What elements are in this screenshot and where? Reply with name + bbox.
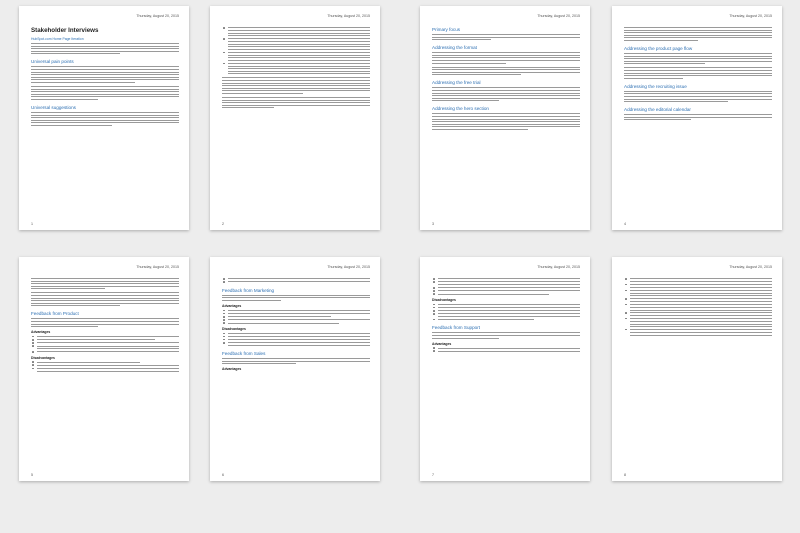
bullet-list bbox=[222, 310, 370, 324]
page-number: 6 bbox=[222, 473, 224, 477]
document-page-5 bbox=[19, 257, 189, 481]
page-date: Thursday, August 20, 2015 bbox=[729, 265, 772, 269]
paragraph bbox=[31, 292, 179, 306]
section-heading: Addressing the free trial bbox=[432, 80, 481, 86]
section-heading: Universal pain points bbox=[31, 59, 74, 65]
bullet-list bbox=[432, 278, 580, 295]
section-heading: Addressing the editorial calendar bbox=[624, 107, 691, 113]
document-page-3 bbox=[420, 6, 590, 230]
page-date: Thursday, August 20, 2015 bbox=[136, 265, 179, 269]
paragraph bbox=[432, 87, 580, 101]
paragraph bbox=[31, 112, 179, 126]
paragraph bbox=[222, 358, 370, 364]
bullet-list bbox=[222, 278, 370, 283]
page-date: Thursday, August 20, 2015 bbox=[537, 265, 580, 269]
paragraph bbox=[31, 86, 179, 100]
section-heading: Primary focus bbox=[432, 27, 461, 32]
paragraph bbox=[624, 27, 772, 41]
paragraph bbox=[222, 77, 370, 94]
section-heading: Feedback from Product bbox=[31, 311, 79, 317]
section-heading: Addressing the hero section bbox=[432, 106, 489, 112]
document-page-2 bbox=[210, 6, 380, 230]
section-heading: Feedback from Support bbox=[432, 325, 481, 331]
document-subtitle: HubSpot.com Home Page Iteration bbox=[31, 37, 84, 41]
page-number: 7 bbox=[432, 473, 434, 477]
paragraph bbox=[31, 66, 179, 83]
paragraph bbox=[31, 43, 179, 54]
bullet-list bbox=[222, 27, 370, 74]
page-number: 2 bbox=[222, 222, 224, 226]
document-page-7 bbox=[420, 257, 590, 481]
paragraph bbox=[624, 91, 772, 102]
section-heading: Addressing the product page flow bbox=[624, 45, 693, 51]
page-number: 4 bbox=[624, 222, 626, 226]
paragraph bbox=[432, 113, 580, 130]
paragraph bbox=[31, 318, 179, 327]
section-heading: Addressing the recruiting issue bbox=[624, 83, 687, 89]
page-date: Thursday, August 20, 2015 bbox=[729, 14, 772, 18]
paragraph bbox=[432, 52, 580, 63]
bullet-list bbox=[222, 333, 370, 347]
bullet-list bbox=[432, 304, 580, 321]
paragraph bbox=[222, 97, 370, 108]
paragraph bbox=[432, 332, 580, 338]
document-page-8 bbox=[612, 257, 782, 481]
page-number: 1 bbox=[31, 222, 33, 226]
list-label: Disadvantages bbox=[222, 326, 246, 331]
page-date: Thursday, August 20, 2015 bbox=[327, 14, 370, 18]
list-label: Advantages bbox=[31, 330, 51, 335]
paragraph bbox=[624, 67, 772, 78]
page-number: 8 bbox=[624, 473, 626, 477]
document-page-4 bbox=[612, 6, 782, 230]
section-heading: Feedback from Marketing bbox=[222, 287, 275, 293]
section-heading: Addressing the format bbox=[432, 45, 477, 51]
list-label: Disadvantages bbox=[31, 355, 55, 360]
paragraph bbox=[222, 295, 370, 301]
bullet-list bbox=[432, 347, 580, 352]
bullet-list bbox=[31, 361, 179, 372]
list-label: Disadvantages bbox=[432, 297, 456, 302]
paragraph bbox=[624, 53, 772, 64]
bullet-list bbox=[31, 336, 179, 353]
paragraph bbox=[432, 34, 580, 40]
page-date: Thursday, August 20, 2015 bbox=[136, 14, 179, 18]
paragraph bbox=[31, 278, 179, 289]
document-page-6 bbox=[210, 257, 380, 481]
paragraph bbox=[432, 67, 580, 76]
document-page-1 bbox=[19, 6, 189, 230]
paragraph bbox=[624, 114, 772, 120]
page-number: 3 bbox=[432, 222, 434, 226]
document-title: Stakeholder Interviews bbox=[31, 27, 99, 34]
section-heading: Universal suggestions bbox=[31, 104, 76, 110]
page-number: 5 bbox=[31, 473, 33, 477]
page-date: Thursday, August 20, 2015 bbox=[327, 265, 370, 269]
page-date: Thursday, August 20, 2015 bbox=[537, 14, 580, 18]
list-label: Advantages bbox=[222, 367, 242, 372]
list-label: Advantages bbox=[432, 341, 452, 346]
bullet-list bbox=[624, 278, 772, 336]
section-heading: Feedback from Sales bbox=[222, 351, 266, 357]
list-label: Advantages bbox=[222, 303, 242, 308]
